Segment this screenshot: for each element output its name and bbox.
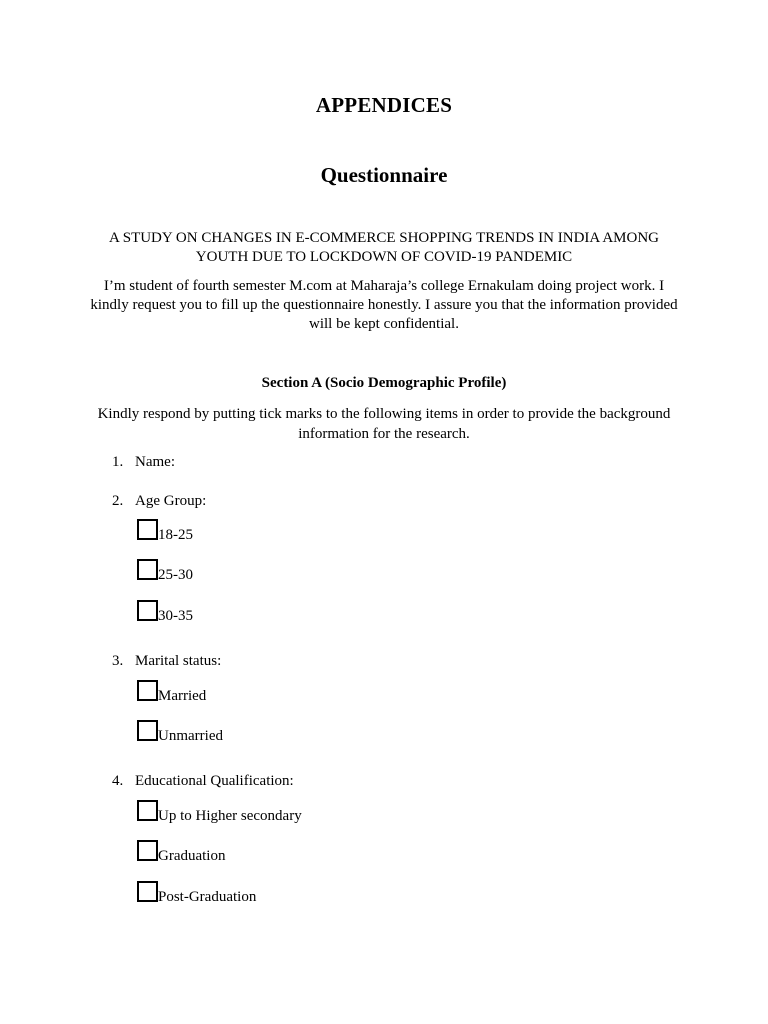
question-text: Age Group: <box>135 493 207 509</box>
question-text: Marital status: <box>135 653 222 669</box>
option-post-graduation[interactable] <box>137 881 537 907</box>
option-label: Graduation <box>158 848 226 864</box>
option-label: Up to Higher secondary <box>158 808 302 824</box>
checkbox[interactable] <box>137 600 158 621</box>
option-label: 25-30 <box>158 567 193 583</box>
option-up-to-higher-secondary[interactable] <box>137 800 537 826</box>
checkbox[interactable] <box>137 840 158 861</box>
checkbox[interactable] <box>137 881 158 902</box>
question-age-group <box>0 492 768 512</box>
question-number: 4. <box>112 773 124 789</box>
option-unmarried[interactable] <box>137 720 537 746</box>
checkbox[interactable] <box>137 680 158 701</box>
question-number: 2. <box>112 493 124 509</box>
intro-paragraph: I’m student of fourth semester M.com at Maharaja’s college Ernakulam doing project work. I kindly request you to fill up the questionnaire honestly. I assure you that the information provided will be kept confidential. <box>90 278 678 332</box>
question-educational-qualification <box>0 772 768 792</box>
option-label: Post-Graduation <box>158 889 257 905</box>
option-label: Married <box>158 688 207 704</box>
option-label: 30-35 <box>158 608 193 624</box>
option-age-18-25[interactable] <box>137 519 537 545</box>
checkbox[interactable] <box>137 800 158 821</box>
study-title: A STUDY ON CHANGES IN E-COMMERCE SHOPPING TRENDS IN INDIA AMONG YOUTH DUE TO LOCKDOWN OF COVID-19 PANDEMIC <box>108 230 660 265</box>
page-heading: APPENDICES <box>315 93 453 117</box>
question-text: Educational Qualification: <box>135 773 294 789</box>
section-title: Section A (Socio Demographic Profile) <box>261 375 507 391</box>
questionnaire-title: Questionnaire <box>320 163 448 187</box>
question-number: 1. <box>112 454 124 470</box>
option-age-25-30[interactable] <box>137 559 537 585</box>
question-number: 3. <box>112 653 124 669</box>
instruction-paragraph: Kindly respond by putting tick marks to the following items in order to provide the background information for the research. <box>97 406 671 442</box>
question-text: Name: <box>135 454 175 470</box>
option-label: 18-25 <box>158 527 193 543</box>
option-age-30-35[interactable] <box>137 600 537 626</box>
option-married[interactable] <box>137 680 537 706</box>
question-name <box>0 453 768 473</box>
option-graduation[interactable] <box>137 840 537 866</box>
checkbox[interactable] <box>137 559 158 580</box>
checkbox[interactable] <box>137 720 158 741</box>
option-label: Unmarried <box>158 728 223 744</box>
question-marital-status <box>0 652 768 672</box>
checkbox[interactable] <box>137 519 158 540</box>
